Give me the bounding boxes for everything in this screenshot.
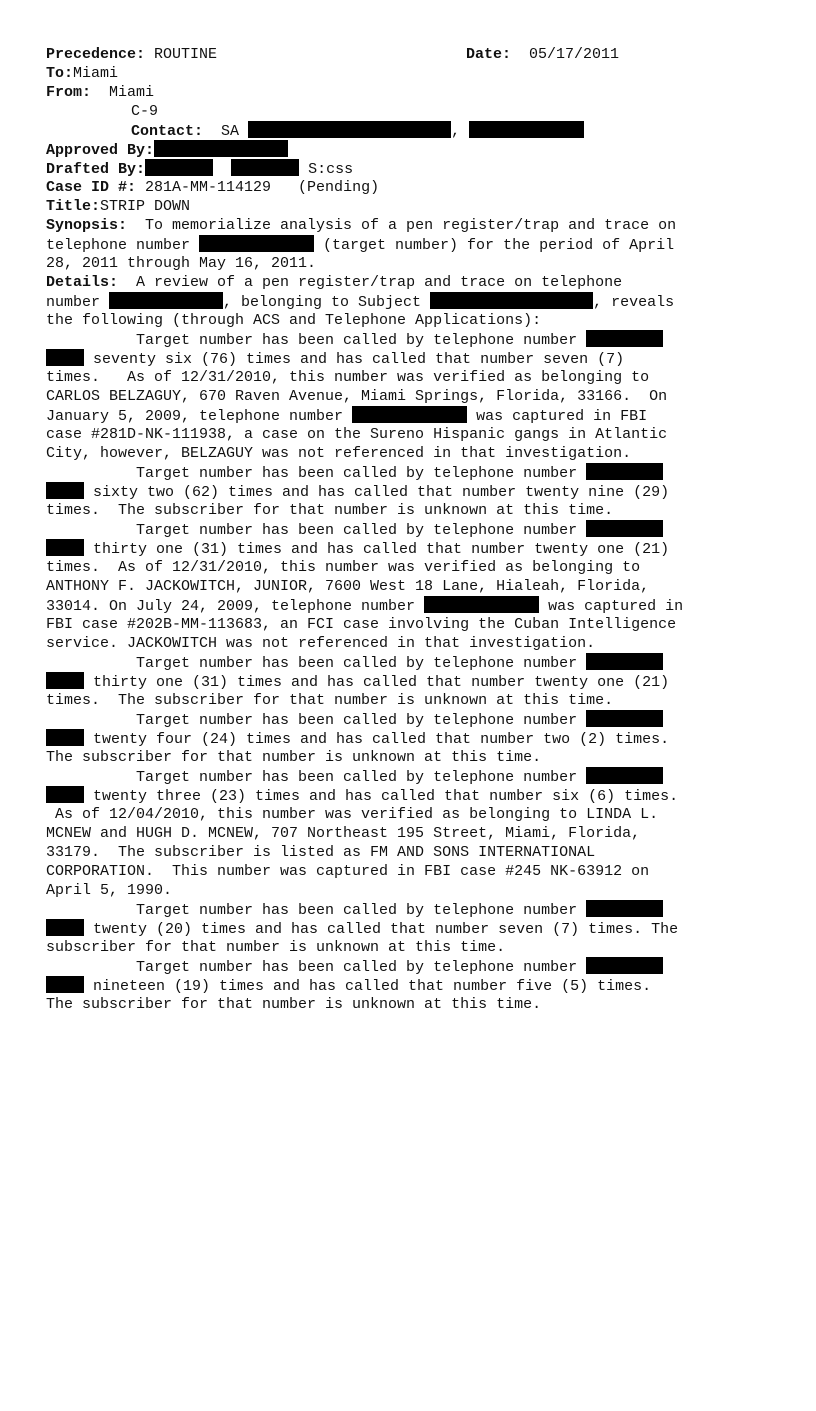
redaction-block: [424, 596, 539, 613]
paragraph-line: times. As of 12/31/2010, this number was verified as belonging to: [46, 369, 650, 386]
intro-text: Target number has been called by telephone number: [46, 522, 587, 539]
redaction-block: [469, 121, 584, 138]
paragraph-intro: [46, 957, 663, 976]
redaction-block: [231, 159, 299, 176]
redaction-block: [154, 140, 288, 157]
synopsis-text: (target number) for the period of April: [314, 237, 675, 254]
to-line: [46, 64, 118, 83]
paragraph-line: As of 12/04/2010, this number was verified as belonging to LINDA L.: [46, 806, 659, 823]
synopsis-text: To memorialize analysis of a pen register/trap and trace on: [127, 217, 677, 234]
paragraph-intro: [46, 520, 663, 539]
from-line: [46, 83, 154, 102]
redaction-block: [248, 121, 451, 138]
paragraph-line: The subscriber for that number is unknown at this time.: [46, 749, 542, 766]
synopsis-line: 28, 2011 through May 16, 2011.: [46, 255, 317, 272]
paragraph-line: April 5, 1990.: [46, 882, 173, 899]
drafted-suffix: S:css: [308, 161, 354, 178]
paragraph-line: case #281D-NK-111938, a case on the Sureno Hispanic gangs in Atlantic: [46, 426, 668, 443]
body-text: seventy six (76) times and has called that number seven (7): [84, 351, 625, 368]
redaction-block: [586, 957, 663, 974]
paragraph-line: [46, 349, 624, 368]
paragraph-line: [46, 786, 678, 805]
caseid-label: Case ID #:: [46, 179, 137, 196]
paragraph-line: [46, 596, 683, 615]
paragraph-intro: [46, 710, 663, 729]
redaction-block: [352, 406, 467, 423]
details-text: , reveals: [593, 294, 675, 311]
paragraph-line: The subscriber for that number is unknown at this time.: [46, 996, 542, 1013]
paragraph-line: CORPORATION. This number was captured in FBI case #245 NK-63912 on: [46, 863, 650, 880]
contact-value: SA: [221, 123, 240, 140]
redaction-block: [46, 672, 84, 689]
redaction-block: [46, 919, 84, 936]
details-text: , belonging to Subject: [223, 294, 431, 311]
redaction-block: [46, 786, 84, 803]
body-text: twenty three (23) times and has called that number six (6) times.: [84, 788, 679, 805]
details-line: the following (through ACS and Telephone Applications):: [46, 312, 542, 329]
from-label: From:: [46, 84, 92, 101]
precedence-line: [46, 45, 217, 64]
title-line: [46, 197, 190, 216]
paragraph-intro: [46, 330, 663, 349]
paragraph-line: [46, 672, 669, 691]
paragraph-line: [46, 539, 669, 558]
date-label: Date:: [466, 46, 512, 63]
paragraph-line: [46, 976, 651, 995]
drafted-label: Drafted By:: [46, 161, 146, 178]
to-label: To:: [46, 65, 74, 82]
paragraph-line: times. As of 12/31/2010, this number was verified as belonging to: [46, 559, 641, 576]
paragraph-line: [46, 482, 669, 501]
redaction-block: [586, 653, 663, 670]
intro-text: Target number has been called by telephone number: [46, 465, 587, 482]
synopsis-line: [46, 235, 674, 254]
title-value: STRIP DOWN: [100, 198, 191, 215]
redaction-block: [586, 767, 663, 784]
title-label: Title:: [46, 198, 101, 215]
paragraph-intro: [46, 463, 663, 482]
body-text: nineteen (19) times and has called that number five (5) times.: [84, 978, 652, 995]
intro-text: Target number has been called by telephone number: [46, 959, 587, 976]
redaction-block: [430, 292, 593, 309]
redaction-block: [109, 292, 223, 309]
paragraph-line: City, however, BELZAGUY was not referenced in that investigation.: [46, 445, 632, 462]
from-value: Miami: [109, 84, 155, 101]
body-text: thirty one (31) times and has called that number twenty one (21): [84, 674, 670, 691]
approved-label: Approved By:: [46, 142, 155, 159]
intro-text: Target number has been called by telephone number: [46, 655, 587, 672]
intro-text: Target number has been called by telephone number: [46, 712, 587, 729]
body-text: January 5, 2009, telephone number: [46, 408, 353, 425]
precedence-label: Precedence:: [46, 46, 146, 63]
date-value: 05/17/2011: [529, 46, 620, 63]
paragraph-line: service. JACKOWITCH was not referenced in that investigation.: [46, 635, 596, 652]
redaction-block: [46, 482, 84, 499]
approved-line: [46, 140, 288, 159]
redaction-block: [46, 539, 84, 556]
paragraph-line: [46, 729, 669, 748]
intro-text: Target number has been called by telephone number: [46, 769, 587, 786]
body-text: 33014. On July 24, 2009, telephone number: [46, 598, 425, 615]
paragraph-line: 33179. The subscriber is listed as FM AND SONS INTERNATIONAL: [46, 844, 596, 861]
date-line: [466, 45, 619, 64]
redaction-block: [586, 710, 663, 727]
redaction-block: [586, 900, 663, 917]
drafted-line: [46, 159, 353, 178]
paragraph-line: times. The subscriber for that number is unknown at this time.: [46, 692, 614, 709]
redaction-block: [46, 349, 84, 366]
details-label: Details:: [46, 274, 119, 291]
synopsis-label: Synopsis:: [46, 217, 128, 234]
details-text: number: [46, 294, 110, 311]
intro-text: Target number has been called by telephone number: [46, 902, 587, 919]
redaction-block: [586, 520, 663, 537]
redaction-block: [586, 463, 663, 480]
precedence-value: ROUTINE: [154, 46, 218, 63]
body-text: was captured in: [539, 598, 684, 615]
paragraph-intro: [46, 900, 663, 919]
synopsis-line: [46, 216, 676, 235]
paragraph-line: ANTHONY F. JACKOWITCH, JUNIOR, 7600 West 18 Lane, Hialeah, Florida,: [46, 578, 650, 595]
contact-line: Contact: SA ,: [131, 121, 584, 140]
redaction-block: [199, 235, 314, 252]
paragraph-line: times. The subscriber for that number is unknown at this time.: [46, 502, 614, 519]
paragraph-intro: [46, 653, 663, 672]
redaction-block: [586, 330, 663, 347]
caseid-line: [46, 178, 379, 197]
redaction-block: [145, 159, 213, 176]
paragraph-line: [46, 919, 678, 938]
contact-label: Contact:: [131, 123, 204, 140]
synopsis-text: telephone number: [46, 237, 200, 254]
from-squad: C-9: [131, 103, 159, 120]
paragraph-line: [46, 406, 647, 425]
caseid-value: 281A-MM-114129 (Pending): [145, 179, 380, 196]
details-line: [46, 292, 674, 311]
paragraph-intro: [46, 767, 663, 786]
body-text: twenty four (24) times and has called that number two (2) times.: [84, 731, 670, 748]
intro-text: Target number has been called by telephone number: [46, 332, 587, 349]
paragraph-line: subscriber for that number is unknown at this time.: [46, 939, 506, 956]
paragraph-line: CARLOS BELZAGUY, 670 Raven Avenue, Miami Springs, Florida, 33166. On: [46, 388, 668, 405]
paragraph-line: MCNEW and HUGH D. MCNEW, 707 Northeast 195 Street, Miami, Florida,: [46, 825, 641, 842]
body-text: twenty (20) times and has called that number seven (7) times. The: [84, 921, 679, 938]
redaction-block: [46, 729, 84, 746]
paragraph-line: FBI case #202B-MM-113683, an FCI case involving the Cuban Intelligence: [46, 616, 677, 633]
details-line: [46, 273, 622, 292]
body-text: sixty two (62) times and has called that number twenty nine (29): [84, 484, 670, 501]
body-text: thirty one (31) times and has called that number twenty one (21): [84, 541, 670, 558]
redaction-block: [46, 976, 84, 993]
details-text: A review of a pen register/trap and trace on telephone: [118, 274, 623, 291]
to-value: Miami: [73, 65, 119, 82]
body-text: was captured in FBI: [467, 408, 648, 425]
